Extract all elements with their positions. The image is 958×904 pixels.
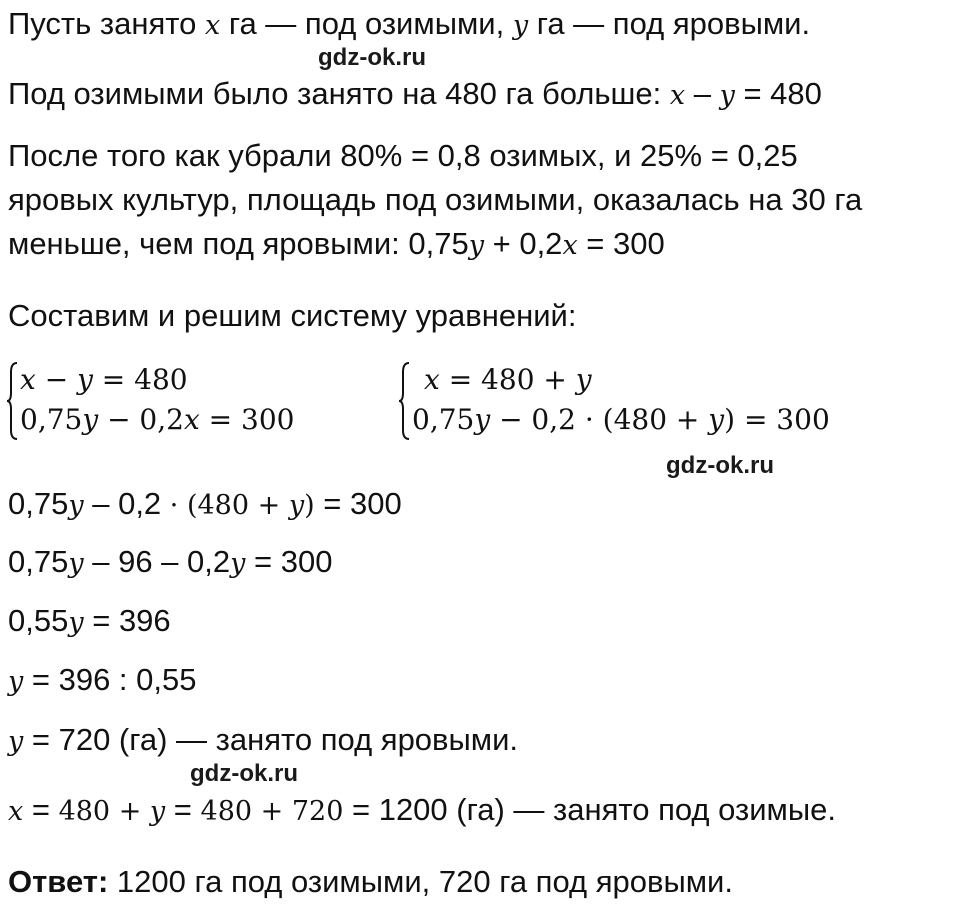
text-segment: = 396 : 0,55	[23, 662, 197, 697]
text-line-2	[8, 76, 822, 114]
variable-x: x	[424, 363, 440, 396]
variable-y: y	[512, 10, 529, 41]
variable-y: y	[8, 726, 24, 757]
text-segment: га — под озимыми,	[220, 6, 513, 41]
variable-y: y	[68, 490, 84, 521]
math-number: 0,75	[20, 403, 83, 436]
equation-system-1	[6, 360, 294, 440]
solution-step-3	[8, 603, 171, 641]
text-segment: –	[685, 76, 720, 111]
watermark-1: gdz-ok.ru	[318, 44, 426, 71]
variable-y: y	[708, 403, 725, 436]
variable-x: x	[204, 10, 221, 41]
text-segment: меньше, чем под яровыми: 0,75	[8, 226, 469, 261]
variable-x: x	[20, 363, 36, 396]
solution-step-5	[8, 722, 518, 760]
equation-system-2	[398, 360, 830, 440]
system-2-equation-2	[398, 400, 830, 440]
text-segment: = 480	[734, 76, 822, 111]
solution-step-1	[8, 486, 402, 524]
brace-icon	[6, 360, 18, 442]
variable-y: y	[68, 607, 84, 638]
text-segment: – 0,2	[83, 486, 170, 521]
math-rest: = 300	[199, 403, 295, 436]
solution-step-2	[8, 544, 332, 582]
text-segment: =	[23, 792, 59, 827]
variable-y: y	[474, 403, 491, 436]
math-rest: = 480	[92, 363, 188, 396]
variable-x: x	[183, 403, 200, 436]
text-segment: =	[165, 792, 201, 827]
math-op: − 0,2 · (480 +	[490, 403, 709, 436]
math-segment: 480 +	[58, 796, 150, 827]
variable-y: y	[82, 403, 99, 436]
watermark-3: gdz-ok.ru	[190, 760, 298, 787]
math-op: −	[35, 363, 78, 396]
variable-y: y	[719, 80, 735, 111]
text-line-3: После того как убрали 80% = 0,8 озимых, и 25% = 0,25	[8, 138, 798, 173]
math-segment: · (480 +	[169, 490, 289, 521]
variable-y: y	[468, 230, 484, 261]
text-line-1	[8, 6, 810, 44]
brace-icon	[398, 360, 410, 442]
math-op: − 0,2	[98, 403, 184, 436]
variable-y: y	[575, 363, 592, 396]
text-segment: Под озимыми было занято на 480 га больше:	[8, 76, 670, 111]
text-line-6: Составим и решим систему уравнений:	[8, 298, 577, 333]
variable-x: x	[562, 230, 578, 261]
solution-step-6	[8, 792, 836, 830]
text-line-5	[8, 226, 665, 264]
text-segment: + 0,2	[484, 226, 563, 261]
text-segment: Пусть занято	[8, 6, 205, 41]
math-rest: = 480 +	[439, 363, 576, 396]
system-1-equation-2	[6, 400, 294, 440]
variable-x: x	[669, 80, 686, 111]
text-segment: = 1200 (га) — занято под озимые.	[343, 792, 836, 827]
text-segment: = 396	[83, 603, 171, 638]
answer-text: 1200 га под озимыми, 720 га под яровыми.	[108, 864, 733, 899]
text-line-4: яровых культур, площадь под озимыми, оказалась на 30 га	[8, 182, 863, 217]
watermark-2: gdz-ok.ru	[666, 452, 774, 479]
variable-y: y	[8, 666, 24, 697]
answer-line	[8, 864, 733, 900]
text-segment: – 96 – 0,2	[83, 544, 231, 579]
system-2-equation-1	[398, 360, 830, 400]
variable-y: y	[77, 363, 93, 396]
math-segment: 480 + 720	[200, 796, 344, 827]
text-segment: 0,75	[8, 544, 69, 579]
variable-x: x	[8, 796, 24, 827]
text-segment: 0,75	[8, 486, 69, 521]
answer-label: Ответ:	[8, 864, 109, 899]
text-segment: = 300	[245, 544, 333, 579]
text-segment: га — под яровыми.	[528, 6, 811, 41]
variable-y: y	[149, 796, 166, 827]
variable-y: y	[288, 490, 305, 521]
solution-step-4	[8, 662, 197, 700]
text-segment: 0,55	[8, 603, 69, 638]
system-1-equation-1	[6, 360, 294, 400]
text-segment: = 300	[314, 486, 402, 521]
math-rest: ) = 300	[724, 403, 830, 436]
variable-y: y	[230, 548, 246, 579]
text-segment: = 720 (га) — занято под яровыми.	[23, 722, 519, 757]
math-number: 0,75	[412, 403, 475, 436]
text-segment: = 300	[577, 226, 665, 261]
math-segment: )	[304, 490, 315, 521]
variable-y: y	[68, 548, 84, 579]
